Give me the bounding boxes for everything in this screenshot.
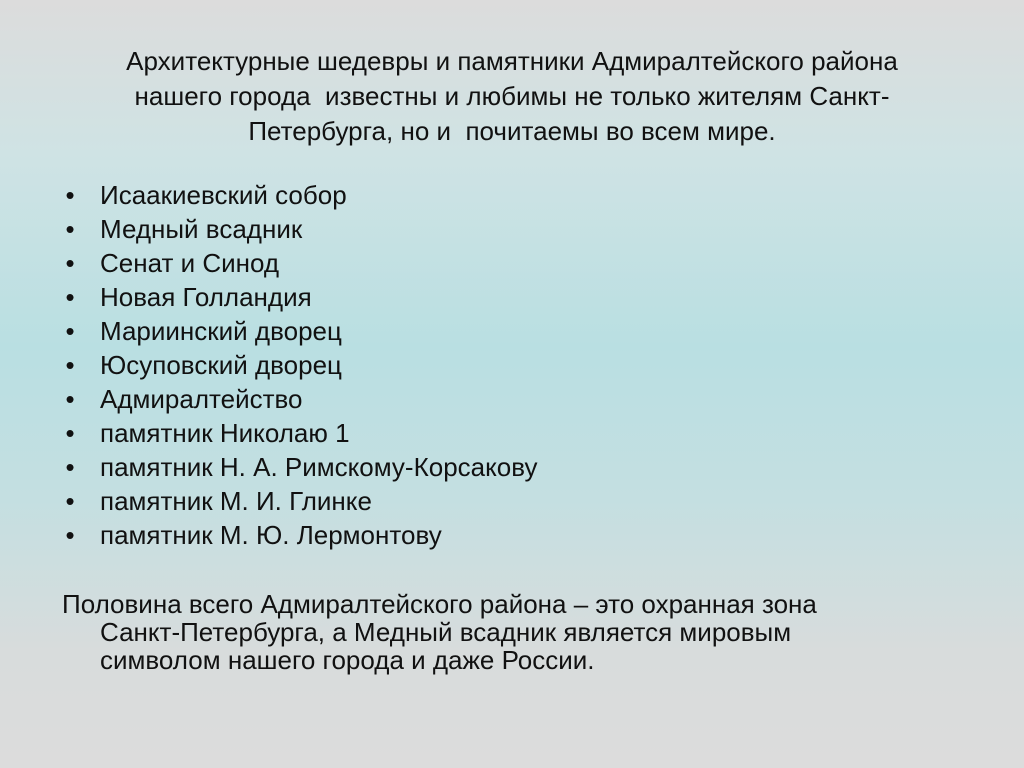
list-item <box>60 450 537 484</box>
list-item-label: Сенат и Синод <box>100 248 280 278</box>
bullet-icon: • <box>65 418 75 448</box>
list-item <box>60 280 537 314</box>
landmarks-list <box>60 178 537 552</box>
list-item-label: памятник М. Ю. Лермонтову <box>100 520 442 550</box>
intro-paragraph <box>60 44 964 149</box>
list-item-label: памятник Николаю 1 <box>100 418 350 448</box>
list-item-label: Новая Голландия <box>100 282 312 312</box>
intro-line: Петербурга, но и почитаемы во всем мире. <box>248 116 776 146</box>
bullet-icon: • <box>65 180 75 210</box>
list-item <box>60 484 537 518</box>
conclusion-line: символом нашего города и даже России. <box>100 645 595 675</box>
bullet-icon: • <box>65 248 75 278</box>
bullet-icon: • <box>65 384 75 414</box>
conclusion-line: Половина всего Адмиралтейского района – это охранная зона <box>62 589 817 619</box>
list-item <box>60 518 537 552</box>
list-item <box>60 314 537 348</box>
list-item-label: Мариинский дворец <box>100 316 342 346</box>
bullet-icon: • <box>65 520 75 550</box>
bullet-icon: • <box>65 486 75 516</box>
bullet-icon: • <box>65 316 75 346</box>
list-item <box>60 382 537 416</box>
conclusion-line: Санкт-Петербурга, а Медный всадник является мировым <box>100 617 792 647</box>
list-item <box>60 416 537 450</box>
conclusion-paragraph <box>62 590 962 674</box>
intro-line: нашего города известны и любимы не только жителям Санкт- <box>134 81 890 111</box>
list-item-label: памятник М. И. Глинке <box>100 486 372 516</box>
list-item <box>60 348 537 382</box>
bullet-icon: • <box>65 214 75 244</box>
bullet-icon: • <box>65 350 75 380</box>
list-item <box>60 178 537 212</box>
list-item <box>60 246 537 280</box>
intro-line: Архитектурные шедевры и памятники Адмиралтейского района <box>126 46 898 76</box>
list-item-label: памятник Н. А. Римскому-Корсакову <box>100 452 538 482</box>
bullet-icon: • <box>65 452 75 482</box>
list-item-label: Медный всадник <box>100 214 303 244</box>
bullet-icon: • <box>65 282 75 312</box>
list-item <box>60 212 537 246</box>
list-item-label: Адмиралтейство <box>100 384 303 414</box>
list-item-label: Юсуповский дворец <box>100 350 342 380</box>
list-item-label: Исаакиевский собор <box>100 180 347 210</box>
